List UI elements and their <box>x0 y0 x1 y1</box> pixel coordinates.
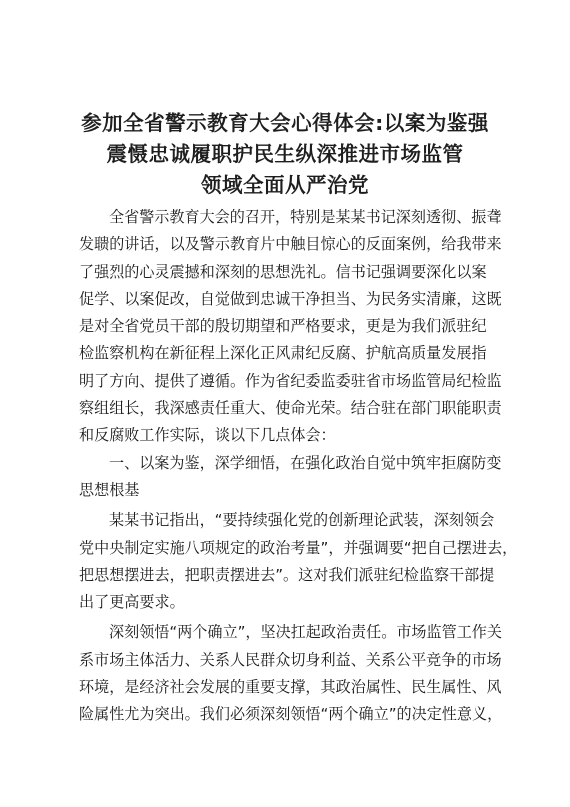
text-line: 深刻领悟“两个确立”，坚决扛起政治责任。市场监管工作关 <box>109 623 502 642</box>
text-line: 思想根基 <box>79 480 140 499</box>
text-line: 险属性尤为突出。我们必须深刻领悟“两个确立”的决定性意义， <box>79 705 503 724</box>
text-line: 发聩的讲话，以及警示教育片中触目惊心的反面案例，给我带来 <box>79 235 502 254</box>
paragraph-intro <box>79 204 503 450</box>
text-line: 检监察机构在新征程上深化正风肃纪反腐、护航高质量发展指 <box>79 344 487 363</box>
paragraph-two-establishments <box>79 619 503 728</box>
text-line: 了强烈的心灵震撼和深刻的思想洗礼。信书记强调要深化以案 <box>79 262 487 281</box>
text-line: 和反腐败工作实际，谈以下几点体会： <box>79 426 336 445</box>
text-line: 某某书记指出，“要持续强化党的创新理论武装，深刻领会 <box>109 511 495 530</box>
title-line: 领域全面从严治党 <box>201 173 369 197</box>
text-line: 是对全省党员干部的殷切期望和严格要求，更是为我们派驻纪 <box>79 317 487 336</box>
text-line: 促学、以案促改，自觉做到忠诚干净担当、为民务实清廉，这既 <box>79 289 502 308</box>
document-title <box>70 108 500 201</box>
text-line: 把思想摆进去，把职责摆进去”。这对我们派驻纪检监察干部提 <box>79 565 495 584</box>
text-line: 系市场主体活力、关系人民群众切身利益、关系公平竞争的市场 <box>79 650 502 669</box>
text-line: 环境，是经济社会发展的重要支撑，其政治属性、民生属性、风 <box>79 678 502 697</box>
text-line: 全省警示教育大会的召开，特别是某某书记深刻透彻、振聋 <box>109 208 502 226</box>
section-heading-1 <box>79 450 503 505</box>
text-line: 明了方向、提供了遵循。作为省纪委监委驻省市场监管局纪检监 <box>79 371 502 390</box>
paragraph-quote <box>79 507 518 616</box>
title-line: 震慑忠诚履职护民生纵深推进市场监管 <box>106 142 464 166</box>
text-line: 察组组长，我深感责任重大、使命光荣。结合驻在部门职能职责 <box>79 399 502 418</box>
document-body <box>79 204 518 729</box>
text-line: 一、以案为鉴，深学细悟，在强化政治自觉中筑牢拒腐防变 <box>109 453 502 472</box>
text-line: 出了更高要求。 <box>79 593 185 612</box>
title-line: 参加全省警示教育大会心得体会:以案为鉴强 <box>81 111 489 135</box>
text-line: 党中央制定实施八项规定的政治考量”，并强调要“把自己摆进去， <box>79 538 518 557</box>
